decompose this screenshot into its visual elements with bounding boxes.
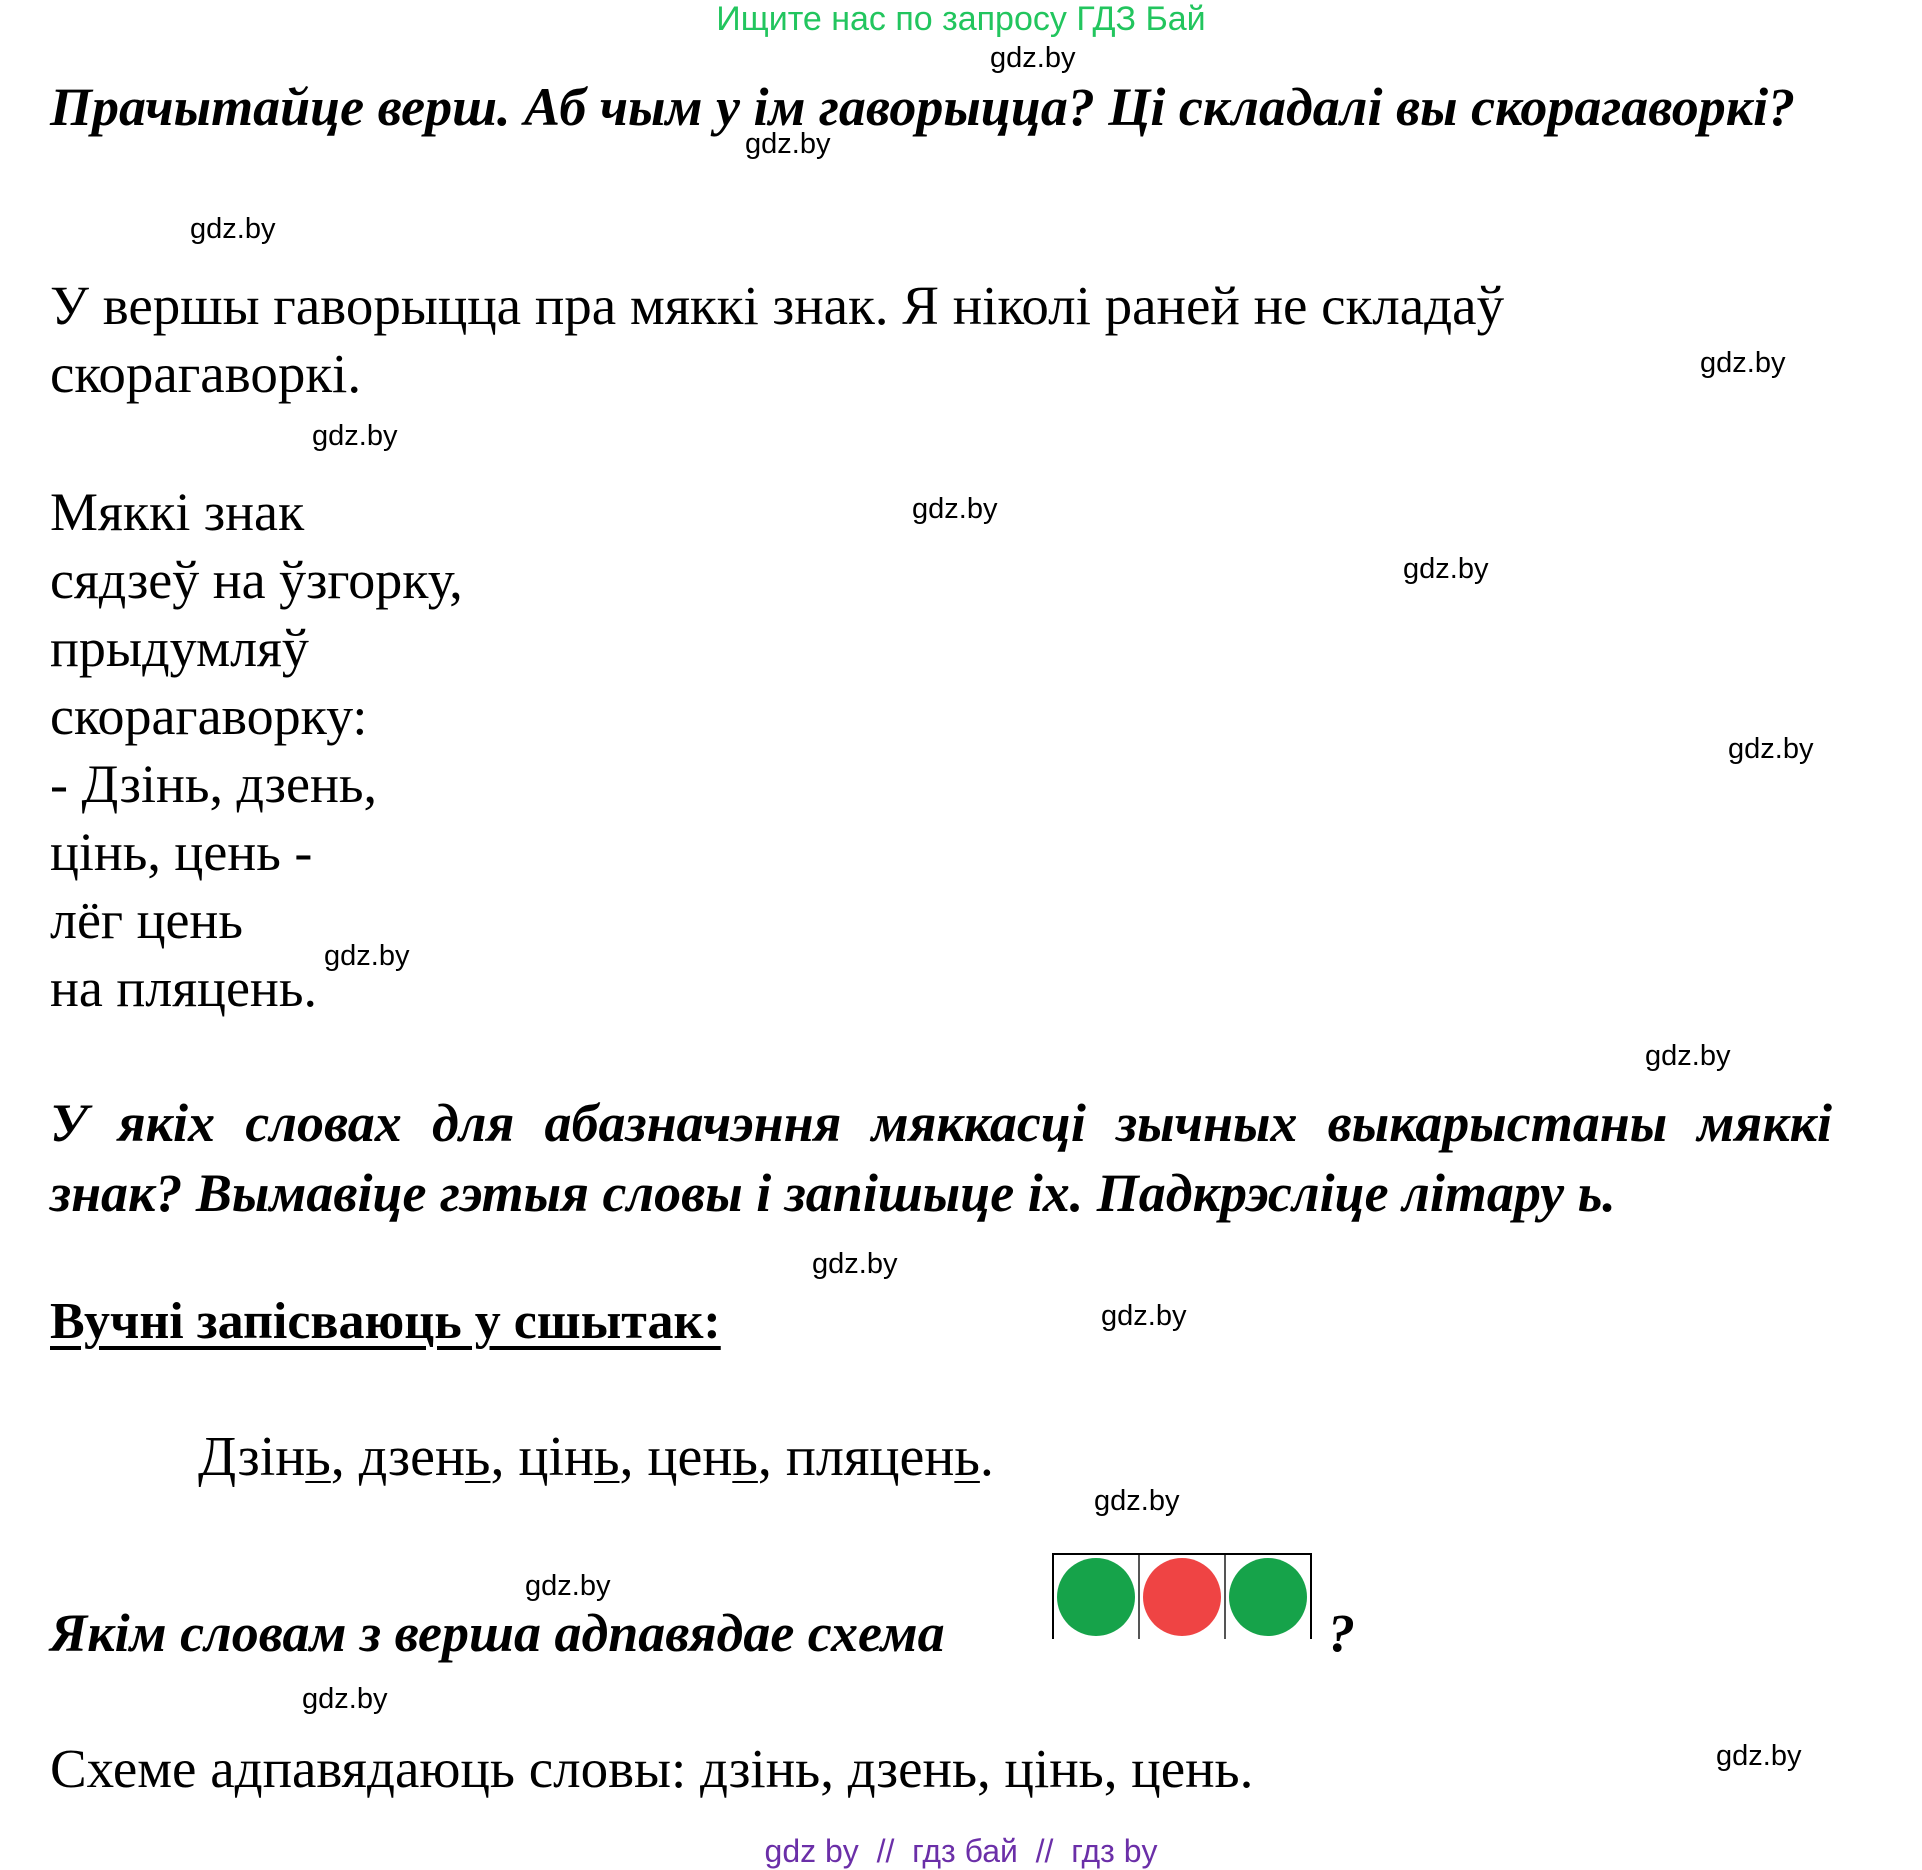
question-2: У якіх словах для абазначэння мяккасці зычных выкарыстаны мяккі знак? Вымавіце гэтыя словы і запішыце іх. Падкрэсліце літару ь. xyxy=(50,1093,1832,1223)
answer-1-line-1: У вершы гаворыцца пра мяккі знак. Я ніколі раней не складаў xyxy=(50,275,1505,336)
watermark: gdz.by xyxy=(324,940,410,972)
soft-sign: ь xyxy=(593,1426,620,1488)
poem-line: - Дзінь, дзень, xyxy=(50,754,377,814)
word-base: Дзін xyxy=(198,1426,306,1488)
watermark: gdz.by xyxy=(1645,1040,1731,1072)
soft-sign: ь xyxy=(954,1426,980,1488)
watermark: gdz.by xyxy=(190,213,276,245)
watermark: gdz.by xyxy=(1403,553,1489,585)
watermark: gdz.by xyxy=(312,420,398,452)
separator: . xyxy=(979,1426,994,1488)
scheme-cell xyxy=(1140,1555,1226,1639)
watermark: gdz.by xyxy=(812,1248,898,1280)
watermark: gdz.by xyxy=(1700,347,1786,379)
watermark: gdz.by xyxy=(912,493,998,525)
consonant-circle xyxy=(1057,1558,1135,1636)
watermark: gdz.by xyxy=(1716,1740,1802,1772)
word-base: пляцен xyxy=(785,1426,955,1488)
vowel-circle xyxy=(1143,1558,1221,1636)
separator: , xyxy=(490,1426,519,1488)
poem-line: прыдумляў xyxy=(50,618,309,678)
scheme-cell xyxy=(1054,1555,1140,1639)
scheme-cell xyxy=(1226,1555,1310,1639)
separator: , xyxy=(330,1426,359,1488)
poem-line: Мяккі знак xyxy=(50,482,305,542)
watermark: gdz.by xyxy=(1094,1485,1180,1517)
word-base: цін xyxy=(518,1426,594,1488)
soft-sign: ь xyxy=(464,1426,491,1488)
poem-line: цінь, цень - xyxy=(50,822,313,882)
question-3-mark: ? xyxy=(1328,1603,1355,1663)
soft-sign: ь xyxy=(305,1426,331,1488)
question-1: Прачытайце верш. Аб чым у ім гаворыцца? Ці складалі вы скорагаворкі? xyxy=(50,77,1796,137)
watermark: gdz.by xyxy=(745,128,831,160)
poem-line: лёг цень xyxy=(50,890,243,950)
watermark: gdz.by xyxy=(525,1570,611,1602)
poem-line: на пляцень. xyxy=(50,958,317,1018)
answer-1-line-2: скорагаворкі. xyxy=(50,343,362,404)
sound-scheme xyxy=(1052,1553,1312,1639)
poem-line: скорагаворку: xyxy=(50,686,368,746)
question-3: Якім словам з верша адпавядае схема xyxy=(50,1603,945,1663)
top-banner[interactable]: Ищите нас по запросу ГДЗ Бай xyxy=(716,0,1206,38)
written-words xyxy=(198,1425,994,1489)
word-base: цен xyxy=(647,1426,733,1488)
watermark: gdz.by xyxy=(302,1683,388,1715)
answer-3: Схеме адпавядаюць словы: дзінь, дзень, цінь, цень. xyxy=(50,1738,1254,1799)
footer-links[interactable]: gdz by // гдз бай // гдз by xyxy=(764,1833,1158,1869)
notebook-heading: Вучні запісваюць у сшытак: xyxy=(50,1293,721,1350)
word-base: дзен xyxy=(358,1426,465,1488)
watermark: gdz.by xyxy=(1728,733,1814,765)
watermark: gdz.by xyxy=(1101,1300,1187,1332)
separator: , xyxy=(757,1426,786,1488)
consonant-circle xyxy=(1229,1558,1307,1636)
poem-line: сядзеў на ўзгорку, xyxy=(50,550,463,610)
separator: , xyxy=(619,1426,648,1488)
watermark: gdz.by xyxy=(990,42,1076,74)
soft-sign: ь xyxy=(732,1426,758,1488)
